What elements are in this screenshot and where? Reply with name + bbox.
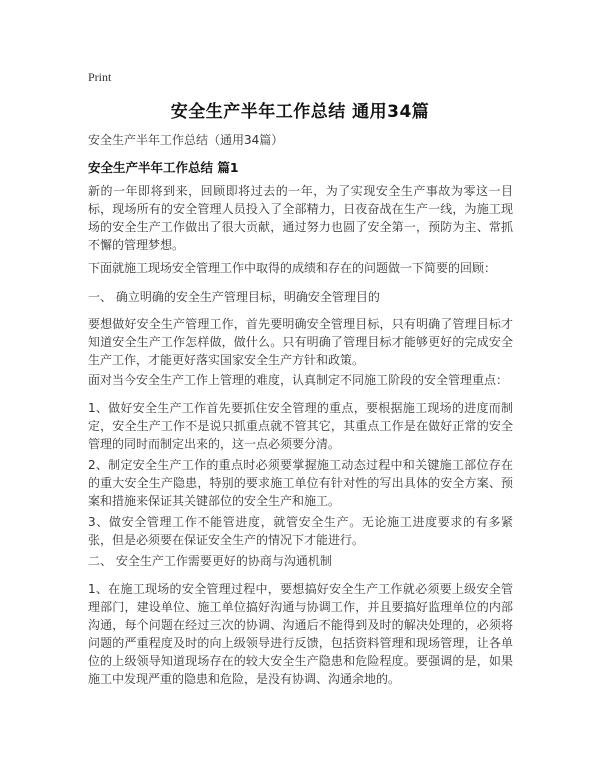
paragraph-point-1: 1、做好安全生产工作首先要抓住安全管理的重点，要根据施工现场的进度而制定，安全生产工作不是说只抓重点就不管其它，其重点工作是在做好正常的安全管理的同时而制定出来的，这一点必须要分清。 [88, 401, 513, 451]
document-subtitle: 安全生产半年工作总结（通用34篇） [88, 133, 284, 147]
paragraph-communication-1: 1、在施工现场的安全管理过程中，要想搞好安全生产工作就必须要上级安全管理部门，建设单位、施工单位搞好沟通与协调工作，并且要搞好监理单位的内部沟通，每个问题在经过三次的协调、沟通后不能得到及时的解决处理的，必须将问题的严重程度及时的向上级领导进行反馈，包括资料管理和现场管理，让各单位的上级领导知道现场存在的较大安全生产隐患和危险程度。要强调的是，如果施工中发现严重的隐患和危险，是没有协调、沟通余地的。 [88, 582, 513, 686]
paragraph-intro: 新的一年即将到来，回顾即将过去的一年，为了实现安全生产事故为零这一目标，现场所有的安全管理人员投入了全部精力，日夜奋战在生产一线，为施工现场的安全生产工作做出了很大贡献，通过努力也圆了安全第一，预防为主、常抓不懈的管理梦想。 [88, 184, 513, 252]
paragraph-goal: 要想做好安全生产管理工作，首先要明确安全管理目标，只有明确了管理目标才知道安全生产工作怎样做，做什么。只有明确了管理目标才能够更好的完成安全生产工作，才能更好落实国家安全生产方针和政策。 [88, 317, 513, 367]
heading-communication: 二、 安全生产工作需要更好的协商与沟通机制 [88, 554, 332, 568]
paragraph-review: 下面就施工现场安全管理工作中取得的成绩和存在的问题做一下简要的回顾： [88, 261, 497, 275]
heading-goal: 一、 确立明确的安全生产管理目标，明确安全管理目的 [88, 290, 380, 304]
paragraph-point-3: 3、做安全管理工作不能管进度，就管安全生产。无论施工进度要求的有多紧张，但是必须要在保证安全生产的情况下才能进行。 [88, 515, 513, 547]
document-title: 安全生产半年工作总结 通用34篇 [170, 102, 430, 122]
section-heading: 安全生产半年工作总结 篇1 [88, 160, 239, 175]
paragraph-point-2: 2、制定安全生产工作的重点时必须要掌握施工动态过程中和关键施工部位存在的重大安全生产隐患，特别的要求施工单位有针对性的写出具体的安全方案、预案和措施来保证其关键部位的安全生产和施工。 [88, 458, 513, 508]
paragraph-difficulty: 面对当今安全生产工作上管理的难度，认真制定不同施工阶段的安全管理重点： [88, 373, 509, 387]
print-label[interactable]: Print [88, 70, 112, 84]
